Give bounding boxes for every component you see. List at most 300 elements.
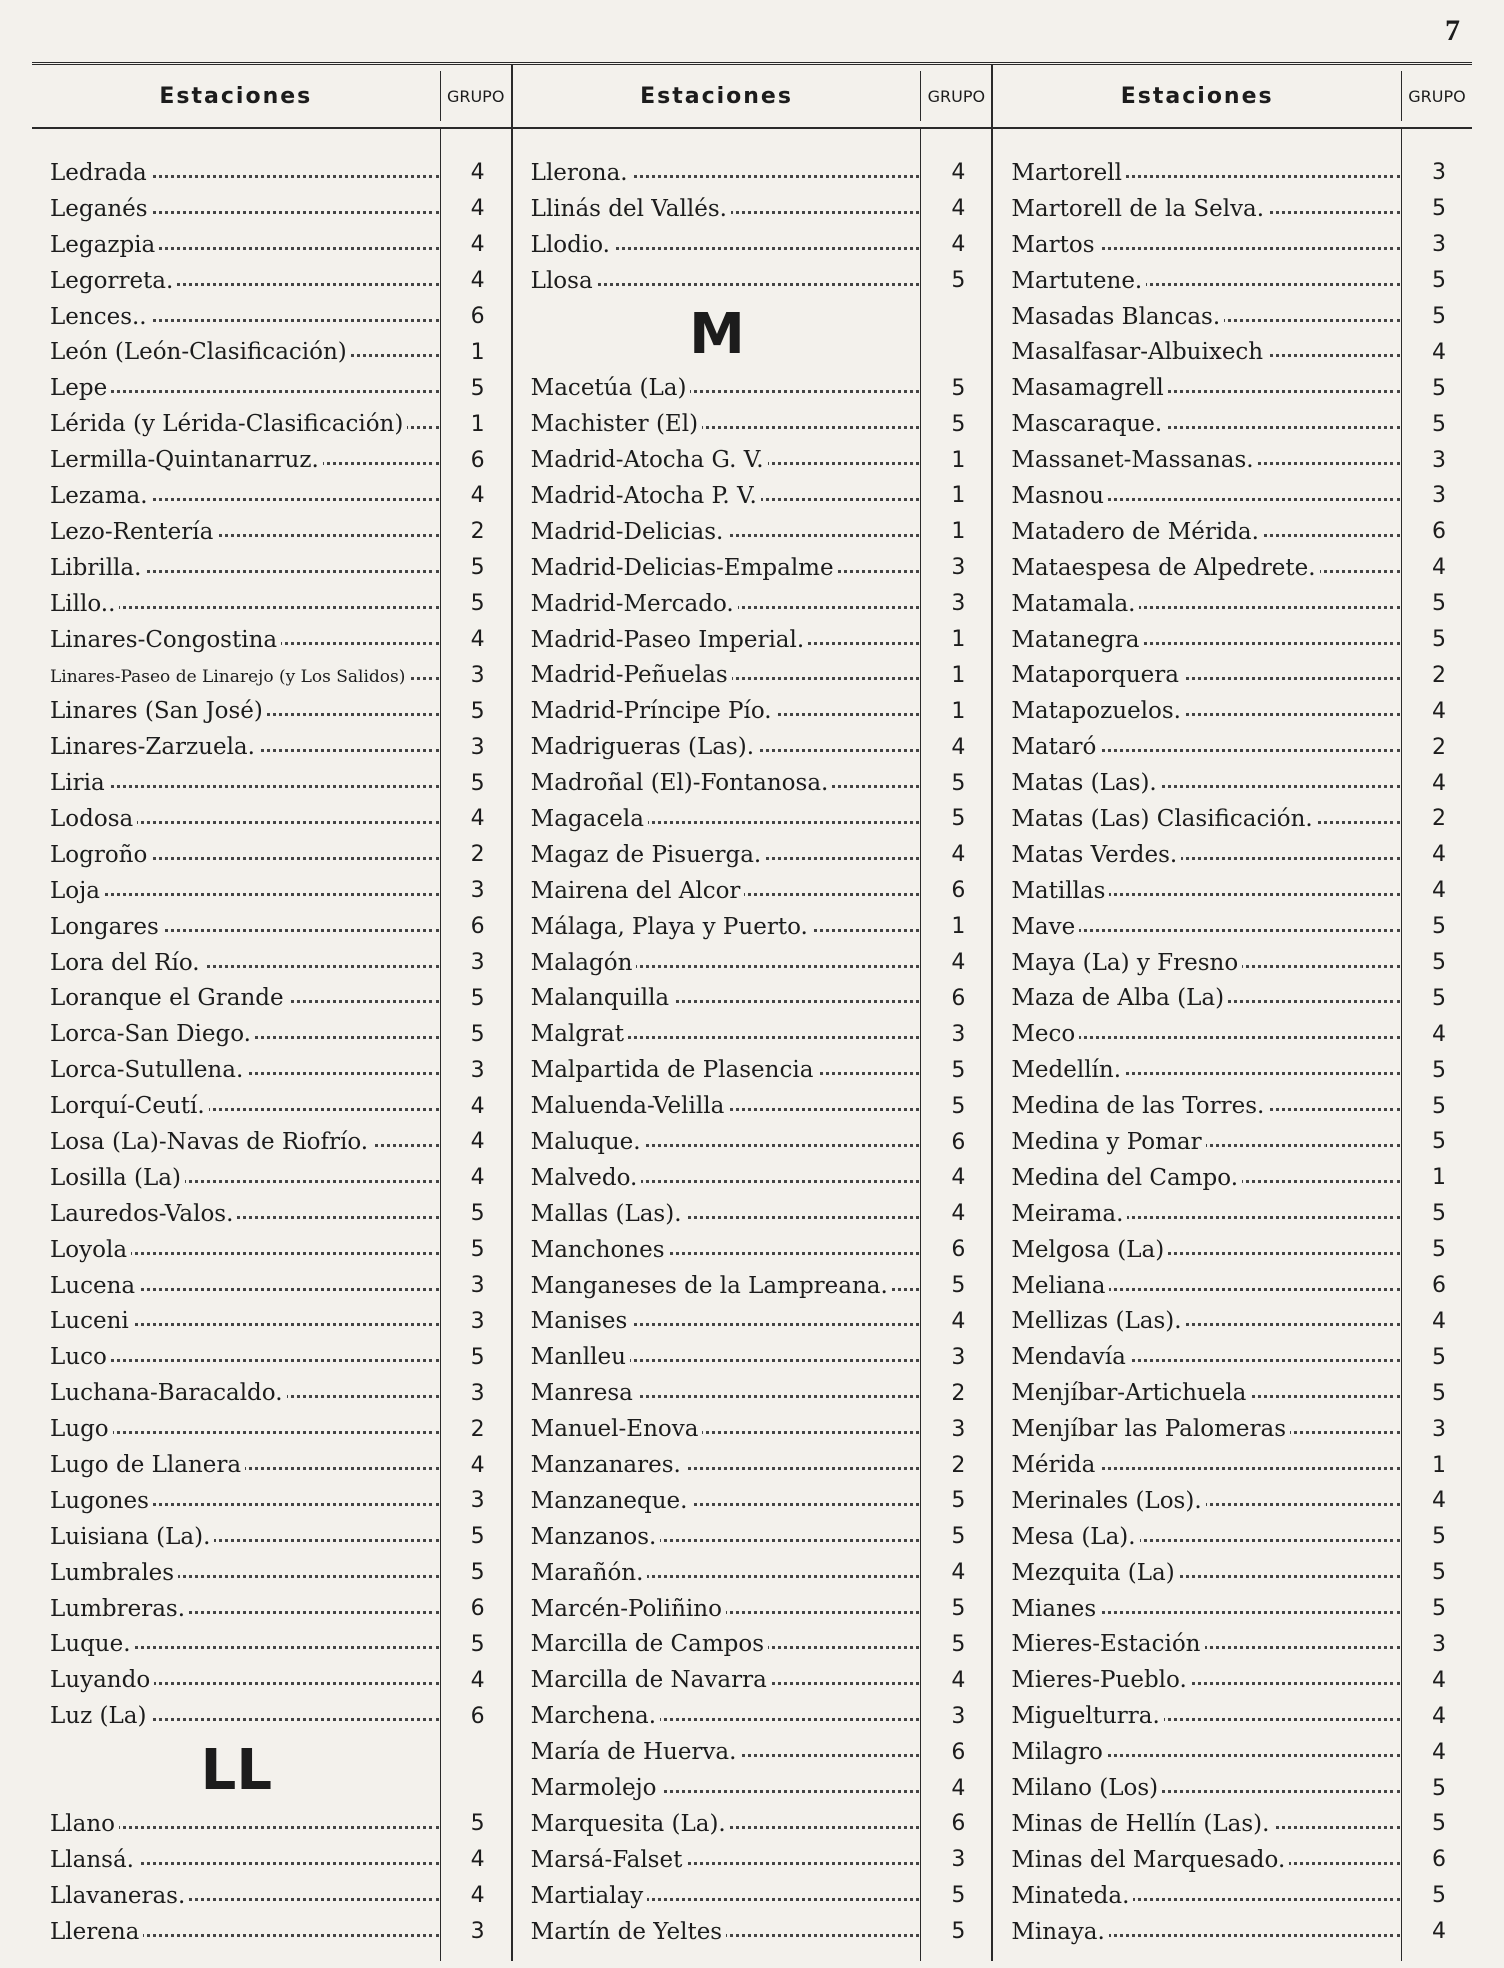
station-name-cell: [32, 1237, 445, 1263]
station-name: Meco: [1011, 1021, 1079, 1047]
station-name-cell: [32, 1811, 445, 1837]
station-name-cell: [32, 339, 445, 365]
station-group: 1: [470, 339, 485, 365]
station-row: [513, 873, 992, 909]
station-name: Luchana-Baracaldo.: [50, 1380, 287, 1406]
station-row: [993, 586, 1472, 622]
station-name-cell: [32, 1416, 445, 1442]
station-group: 1: [951, 627, 966, 653]
station-group: 2: [951, 1452, 966, 1478]
station-row: [32, 837, 511, 873]
station-name-cell: [513, 1488, 926, 1514]
station-name-cell: [993, 1883, 1406, 1909]
station-name: Mieres-Estación: [1011, 1631, 1204, 1657]
station-name: Matadero de Mérida.: [1011, 519, 1263, 545]
station-group: 6: [1432, 1847, 1447, 1873]
station-row: [993, 1555, 1472, 1591]
station-row: [513, 442, 992, 478]
station-name-cell: [993, 232, 1406, 258]
station-name: Mairena del Alcor: [531, 878, 745, 904]
station-name-cell: [513, 1883, 926, 1909]
station-row: [993, 1447, 1472, 1483]
station-name: Luisiana (La).: [50, 1524, 214, 1550]
station-name-cell: [993, 411, 1406, 437]
section-letter-row: [32, 1734, 511, 1806]
station-name: Marcilla de Campos: [531, 1631, 768, 1657]
station-name-cell: [993, 878, 1406, 904]
station-name-cell: [513, 1308, 926, 1334]
station-name: Linares-Congostina: [50, 627, 281, 653]
station-name-cell: [513, 483, 926, 509]
station-name: Madrigueras (Las).: [531, 734, 758, 760]
station-row: [993, 622, 1472, 658]
station-name-cell: [513, 1775, 926, 1801]
station-row: [32, 1806, 511, 1842]
station-group: 5: [1432, 1775, 1447, 1801]
station-group: 6: [470, 304, 485, 329]
station-name: Leganés: [50, 196, 152, 222]
station-row: [32, 1124, 511, 1160]
station-group: 5: [470, 770, 485, 796]
station-group: 5: [1432, 1093, 1447, 1119]
station-name: Minaya.: [1011, 1919, 1108, 1945]
column-header: [993, 65, 1472, 129]
station-group: 5: [1432, 268, 1447, 294]
station-group: 4: [470, 1129, 485, 1155]
station-name: Minas de Hellín (Las).: [1011, 1811, 1273, 1837]
station-name-cell: [32, 1631, 445, 1657]
station-row: [32, 1232, 511, 1268]
station-row: [32, 1591, 511, 1627]
station-row: [993, 478, 1472, 514]
station-group: 4: [1432, 842, 1447, 868]
station-group: 4: [951, 196, 966, 222]
station-row: [32, 514, 511, 550]
station-name-cell: [513, 1560, 926, 1586]
station-group: 5: [1432, 304, 1447, 329]
station-name: León (León-Clasificación): [50, 339, 351, 365]
station-name-cell: [993, 1380, 1406, 1406]
station-row: [32, 1160, 511, 1196]
station-row: [513, 1806, 992, 1842]
station-group: 4: [470, 1847, 485, 1873]
station-group: 1: [951, 662, 966, 688]
station-row: [32, 1196, 511, 1232]
station-row: [513, 478, 992, 514]
station-group: 5: [1432, 591, 1447, 617]
station-group: 3: [1432, 447, 1447, 473]
station-group: 5: [470, 555, 485, 581]
station-name: Manzaneque.: [531, 1488, 692, 1514]
station-name: Matamala.: [1011, 591, 1139, 617]
station-group: 4: [470, 196, 485, 222]
station-name: Martialay: [531, 1883, 648, 1909]
station-row: [513, 263, 992, 299]
station-name: Marquesita (La).: [531, 1811, 730, 1837]
group-header: GRUPO: [1401, 71, 1472, 121]
station-row: [993, 1914, 1472, 1950]
station-group: 1: [951, 447, 966, 473]
station-name: Manzanares.: [531, 1452, 685, 1478]
station-name: Mieres-Pueblo.: [1011, 1667, 1190, 1693]
station-group: 5: [1432, 985, 1447, 1011]
station-name-cell: [513, 1919, 926, 1945]
station-name: Llano: [50, 1811, 119, 1837]
station-row: [32, 1339, 511, 1375]
station-row: [32, 980, 511, 1016]
station-name-cell: [993, 1739, 1406, 1765]
station-row: [993, 1088, 1472, 1124]
station-name: Librilla.: [50, 555, 145, 581]
station-name-cell: [32, 1380, 445, 1406]
column-1: [32, 65, 513, 1961]
station-name: Madrid-Delicias-Empalme: [531, 555, 838, 581]
station-name: Martos: [1011, 232, 1098, 258]
station-row: [32, 334, 511, 370]
station-name-cell: [993, 1344, 1406, 1370]
station-name: Matas (Las).: [1011, 770, 1160, 796]
station-name-cell: [513, 591, 926, 617]
station-name: Llinás del Vallés.: [531, 196, 731, 222]
station-name: Longares: [50, 914, 163, 940]
leader-dots: [50, 893, 439, 896]
station-name-cell: [993, 1308, 1406, 1334]
station-name: Mataró: [1011, 734, 1100, 760]
station-row: [32, 1052, 511, 1088]
station-group: 3: [1432, 1631, 1447, 1657]
station-name: Maya (La) y Fresno: [1011, 950, 1242, 976]
station-group: 5: [1432, 1811, 1447, 1837]
station-group: 3: [470, 1057, 485, 1083]
station-group: 6: [470, 447, 485, 473]
station-name: Lora del Río.: [50, 950, 204, 976]
station-group: 2: [470, 842, 485, 868]
station-name-cell: [513, 196, 926, 222]
station-name: Martín de Yeltes: [531, 1919, 726, 1945]
station-group: 4: [1432, 1703, 1447, 1729]
station-name: Malgrat: [531, 1021, 628, 1047]
station-name-cell: [32, 627, 445, 653]
station-name: Manchones: [531, 1237, 669, 1263]
station-group: 3: [1432, 232, 1447, 258]
station-group: 1: [1432, 1165, 1447, 1191]
station-group: 4: [470, 1452, 485, 1478]
station-group: 4: [951, 160, 966, 186]
station-row: [993, 1698, 1472, 1734]
station-name: Medina y Pomar: [1011, 1129, 1205, 1155]
station-name-cell: [513, 662, 926, 688]
station-row: [993, 693, 1472, 729]
station-name: Matanegra: [1011, 627, 1143, 653]
station-name-cell: [513, 1703, 926, 1729]
station-name: Mascaraque.: [1011, 411, 1166, 437]
station-name: Mellizas (Las).: [1011, 1308, 1185, 1334]
station-name-cell: [513, 1380, 926, 1406]
station-group: 2: [470, 1416, 485, 1442]
station-name-cell: [993, 1667, 1406, 1693]
station-row: [993, 909, 1472, 945]
station-name-cell: [993, 591, 1406, 617]
station-name: Medina de las Torres.: [1011, 1093, 1268, 1119]
station-name-cell: [513, 914, 926, 940]
station-group: 5: [1432, 914, 1447, 940]
station-name-cell: [513, 555, 926, 581]
station-name-cell: [993, 950, 1406, 976]
station-row: [32, 1842, 511, 1878]
station-name: Mesa (La).: [1011, 1524, 1139, 1550]
station-name-cell: [32, 519, 445, 545]
station-name: Lauredos-Valos.: [50, 1201, 237, 1227]
station-name-cell: [993, 1596, 1406, 1622]
column-3: [993, 65, 1472, 1961]
station-row: [32, 909, 511, 945]
station-group: 1: [951, 483, 966, 509]
column-2: [513, 65, 994, 1961]
station-group: 5: [951, 1596, 966, 1622]
station-name-cell: [32, 268, 445, 294]
station-name: Lezama.: [50, 483, 152, 509]
station-name: Luyando: [50, 1667, 154, 1693]
station-group: 5: [951, 770, 966, 796]
station-name: Losa (La)-Navas de Riofrío.: [50, 1129, 372, 1155]
station-name: Milagro: [1011, 1739, 1107, 1765]
station-group: 5: [470, 1344, 485, 1370]
station-row: [513, 514, 992, 550]
station-group: 3: [951, 1021, 966, 1047]
station-name-cell: [993, 196, 1406, 222]
stations-table: [32, 62, 1472, 1961]
station-name: Liria: [50, 770, 109, 796]
station-group: 3: [951, 1703, 966, 1729]
station-name-cell: [993, 1273, 1406, 1299]
station-row: [32, 299, 511, 335]
station-name: Madrid-Príncipe Pío.: [531, 698, 776, 724]
station-row: [993, 1483, 1472, 1519]
station-group: 4: [951, 1308, 966, 1334]
station-name-cell: [513, 698, 926, 724]
station-row: [993, 657, 1472, 693]
station-group: 5: [1432, 1057, 1447, 1083]
station-name: Macetúa (La): [531, 375, 691, 401]
station-name-cell: [513, 160, 926, 186]
station-group: 3: [470, 950, 485, 976]
station-group: 5: [470, 591, 485, 617]
station-name-cell: [32, 1596, 445, 1622]
station-name: Medina del Campo.: [1011, 1165, 1242, 1191]
station-name-cell: [513, 1093, 926, 1119]
station-row: [32, 1698, 511, 1734]
group-header: GRUPO: [920, 71, 991, 121]
station-group: 4: [951, 1201, 966, 1227]
station-name: Malanquilla: [531, 985, 673, 1011]
station-group: 5: [951, 1488, 966, 1514]
station-name-cell: [32, 1201, 445, 1227]
column-3-section: [993, 65, 1472, 1961]
station-row: [32, 622, 511, 658]
station-name-cell: [32, 1883, 445, 1909]
station-name-cell: [32, 662, 445, 688]
station-group: 4: [470, 232, 485, 258]
station-group: 5: [470, 1201, 485, 1227]
station-name: Massanet-Massanas.: [1011, 447, 1257, 473]
station-group: 6: [470, 914, 485, 940]
station-name-cell: [993, 914, 1406, 940]
station-group: 5: [1432, 1560, 1447, 1586]
station-group: 5: [951, 1524, 966, 1550]
station-group: 4: [1432, 339, 1447, 365]
station-name: Lorca-Sutullena.: [50, 1057, 247, 1083]
station-name: Málaga, Playa y Puerto.: [531, 914, 812, 940]
station-name: Lérida (y Lérida-Clasificación): [50, 411, 407, 437]
station-row: [32, 1878, 511, 1914]
station-name-cell: [32, 878, 445, 904]
station-name: Llosa: [531, 268, 597, 294]
station-name-cell: [32, 555, 445, 581]
station-name-cell: [993, 1919, 1406, 1945]
station-group: 4: [951, 232, 966, 258]
station-group: 3: [470, 1308, 485, 1334]
station-name: Llansá.: [50, 1847, 138, 1873]
station-name-cell: [513, 1237, 926, 1263]
station-row: [513, 1627, 992, 1663]
station-name: Lorquí-Ceutí.: [50, 1093, 209, 1119]
station-row: [32, 729, 511, 765]
station-group: 5: [951, 1093, 966, 1119]
station-row: [513, 1591, 992, 1627]
station-row: [513, 1698, 992, 1734]
station-name: Magacela: [531, 806, 648, 832]
station-row: [32, 801, 511, 837]
station-group: 5: [470, 1021, 485, 1047]
station-name-cell: [993, 1631, 1406, 1657]
station-group: 1: [951, 519, 966, 545]
station-name: Manises: [531, 1308, 632, 1334]
station-group: 6: [951, 1811, 966, 1837]
station-name: Logroño: [50, 842, 151, 868]
station-row: [513, 227, 992, 263]
station-name-cell: [993, 1811, 1406, 1837]
station-group: 4: [951, 1775, 966, 1801]
station-name-cell: [32, 1560, 445, 1586]
station-name-cell: [32, 698, 445, 724]
station-row: [993, 1232, 1472, 1268]
station-group: 4: [951, 950, 966, 976]
station-group: 3: [1432, 1416, 1447, 1442]
station-name: Manuel-Enova: [531, 1416, 703, 1442]
station-row: [513, 729, 992, 765]
station-row: [513, 1304, 992, 1340]
station-row: [32, 1662, 511, 1698]
station-name: Luque.: [50, 1631, 135, 1657]
station-name: Manzanos.: [531, 1524, 661, 1550]
station-name-cell: [513, 842, 926, 868]
station-name: Lorca-San Diego.: [50, 1021, 255, 1047]
station-name: Lepe: [50, 375, 111, 401]
station-name-cell: [32, 806, 445, 832]
station-name: Madrid-Atocha P. V.: [531, 483, 761, 509]
station-name: Medellín.: [1011, 1057, 1125, 1083]
station-row: [993, 514, 1472, 550]
station-group: 5: [1432, 950, 1447, 976]
station-name: Miguelturra.: [1011, 1703, 1163, 1729]
station-name: Mérida: [1011, 1452, 1099, 1478]
station-name: Milano (Los): [1011, 1775, 1162, 1801]
station-name-cell: [32, 1021, 445, 1047]
station-name: Meliana: [1011, 1273, 1109, 1299]
station-row: [993, 1375, 1472, 1411]
station-row: [513, 1375, 992, 1411]
station-group: 5: [1432, 1237, 1447, 1263]
station-group: 4: [1432, 1308, 1447, 1334]
station-name-cell: [993, 160, 1406, 186]
station-group: 4: [1432, 1021, 1447, 1047]
station-name: Manlleu: [531, 1344, 630, 1370]
section-letter-row: [513, 299, 992, 371]
station-group: 3: [470, 1919, 485, 1945]
station-name-cell: [993, 1488, 1406, 1514]
station-name-cell: [993, 627, 1406, 653]
station-name: Loranque el Grande: [50, 985, 288, 1011]
station-group: 5: [470, 985, 485, 1011]
station-group: 6: [951, 985, 966, 1011]
station-group: 3: [470, 1273, 485, 1299]
station-name: Merinales (Los).: [1011, 1488, 1205, 1514]
station-name-cell: [513, 1344, 926, 1370]
station-name-cell: [32, 304, 445, 330]
station-name: Mave: [1011, 914, 1079, 940]
station-name-cell: [993, 1560, 1406, 1586]
station-name-cell: [32, 375, 445, 401]
station-name-cell: [993, 304, 1406, 330]
station-name-cell: [993, 770, 1406, 796]
station-group: 2: [951, 1380, 966, 1406]
station-group: 4: [951, 1165, 966, 1191]
station-name: Loyola: [50, 1237, 131, 1263]
station-row: [32, 1411, 511, 1447]
station-row: [513, 586, 992, 622]
station-name-cell: [513, 627, 926, 653]
station-name-cell: [513, 1129, 926, 1155]
station-row: [32, 586, 511, 622]
station-name: Menjíbar las Palomeras: [1011, 1416, 1290, 1442]
station-group: 6: [470, 1703, 485, 1729]
station-name: Mataporquera: [1011, 662, 1183, 688]
station-row: [993, 191, 1472, 227]
station-group: 4: [470, 806, 485, 832]
station-name-cell: [32, 483, 445, 509]
station-name-cell: [993, 447, 1406, 473]
station-row: [513, 622, 992, 658]
station-name: Linares (San José): [50, 698, 267, 724]
station-name: Marmolejo: [531, 1775, 661, 1801]
station-group: 6: [1432, 1273, 1447, 1299]
station-group: 5: [1432, 1201, 1447, 1227]
station-group: 3: [470, 1488, 485, 1514]
station-name-cell: [993, 1416, 1406, 1442]
station-name-cell: [513, 1739, 926, 1765]
station-group: 1: [951, 698, 966, 724]
station-name-cell: [32, 1452, 445, 1478]
station-name-cell: [32, 1273, 445, 1299]
station-name: Llerona.: [531, 160, 632, 186]
station-name-cell: [513, 1273, 926, 1299]
station-row: [513, 155, 992, 191]
station-row: [993, 1662, 1472, 1698]
station-name: Luz (La): [50, 1703, 150, 1729]
station-row: [513, 1160, 992, 1196]
station-group: 3: [951, 1344, 966, 1370]
station-row: [32, 263, 511, 299]
